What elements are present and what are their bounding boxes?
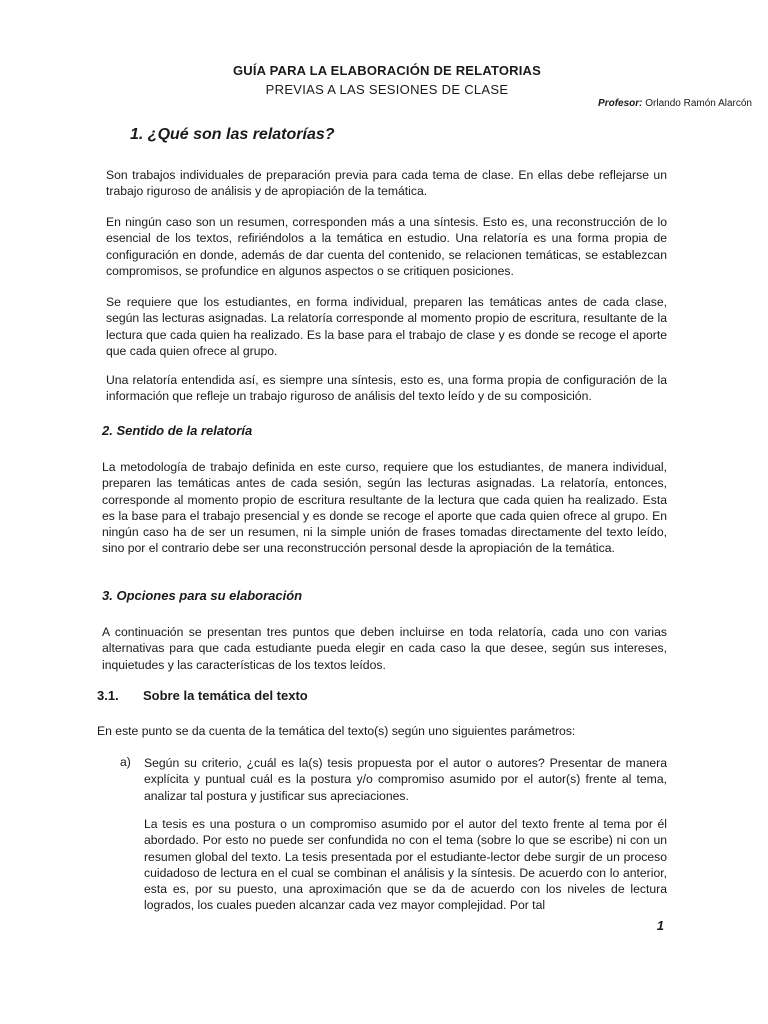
- section-2-paragraph-1: La metodología de trabajo definida en este curso, requiere que los estudiantes, de manera individual, preparen las temáticas antes de cada sesión, según las lecturas asignadas. La relatoría, entonces, corresponde al momento propio de escritura resultante de la lectura que cada quien ha realizado. Esta es la base para el trabajo presencial y es donde se recoge el aporte que cada quien ofrece al grupo. En ningún caso ha de ser un resumen, ni la simple unión de frases tomadas directamente del texto leído, sino por el contrario debe ser una reconstrucción personal desde la apropiación de la temática.: [102, 460, 667, 556]
- section-1-heading: 1. ¿Qué son las relatorías?: [130, 126, 335, 143]
- section-3-heading: 3. Opciones para su elaboración: [102, 588, 303, 603]
- list-item-a-text-2: La tesis es una postura o un compromiso asumido por el autor del texto frente al tema por él abordado. Por esto no puede ser confundida no con el tema (sobre lo que se escribe) ni con un resumen global del texto. La tesis presentada por el estudiante-lector debe surgir de un proceso cuidadoso de lectura en el cual se combinan el análisis y la síntesis. De acuerdo con lo anterior, esta es, por su puesto, una aproximación que se da de acuerdo con los niveles de lectura logrados, los cuales pueden alcanzar cada vez mayor complejidad. Por tal: [144, 817, 667, 913]
- section-3-1-heading: [97, 688, 308, 703]
- section-1-paragraph-3: Se requiere que los estudiantes, en forma individual, preparen las temáticas antes de cada clase, según las lecturas asignadas. La relatoría corresponde al momento propio de escritura, resultante de la lectura que cada quien ha realizado. Es la base para el trabajo de clase y es donde se recoge el aporte que cada quien ofrece al grupo.: [106, 295, 667, 358]
- author-name: Orlando Ramón Alarcón: [645, 98, 752, 109]
- author-line: [598, 98, 752, 109]
- list-item-a-text: Según su criterio, ¿cuál es la(s) tesis propuesta por el autor o autores? Presentar de manera explícita y puntual cuál es la postura y/o compromiso asumido por el autor(s) frente al tema, analizar tal postura y justificar sus apreciaciones.: [144, 756, 667, 803]
- section-3-paragraph-1: A continuación se presentan tres puntos que deben incluirse en toda relatoría, cada uno con varias alternativas para que cada estudiante pueda elegir en cada caso la que desee, según sus intereses, inquietudes y las características de los textos leídos.: [102, 625, 667, 672]
- section-1-paragraph-2: En ningún caso son un resumen, corresponden más a una síntesis. Esto es, una reconstrucción de lo esencial de los textos, refiriéndolos a la temática en estudio. Una relatoría es una forma propia de configuración en donde, además de dar cuenta del contenido, se relacionen temáticas, se establezcan compromisos, se profundice en algunos aspectos o se critiquen posiciones.: [106, 215, 667, 278]
- section-1-paragraph-1: Son trabajos individuales de preparación previa para cada tema de clase. En ellas debe reflejarse un trabajo riguroso de análisis y de apropiación de la temática.: [106, 168, 667, 199]
- section-3-1-title: Sobre la temática del texto: [143, 688, 308, 703]
- document-title: GUÍA PARA LA ELABORACIÓN DE RELATORIAS: [232, 63, 542, 78]
- section-1-paragraph-4: Una relatoría entendida así, es siempre una síntesis, esto es, una forma propia de configuración de la información que refleje un trabajo riguroso de análisis del texto leído y de su composición.: [106, 373, 667, 404]
- document-subtitle: PREVIAS A LAS SESIONES DE CLASE: [265, 82, 509, 97]
- section-3-1-intro: En este punto se da cuenta de la temática del texto(s) según uno siguientes parámetros:: [97, 724, 576, 738]
- page-number: 1: [656, 918, 664, 933]
- author-label: Profesor:: [598, 98, 643, 109]
- list-item-a-marker: a): [120, 755, 131, 769]
- section-2-heading: 2. Sentido de la relatoría: [102, 423, 253, 438]
- section-3-1-number: 3.1.: [97, 688, 119, 703]
